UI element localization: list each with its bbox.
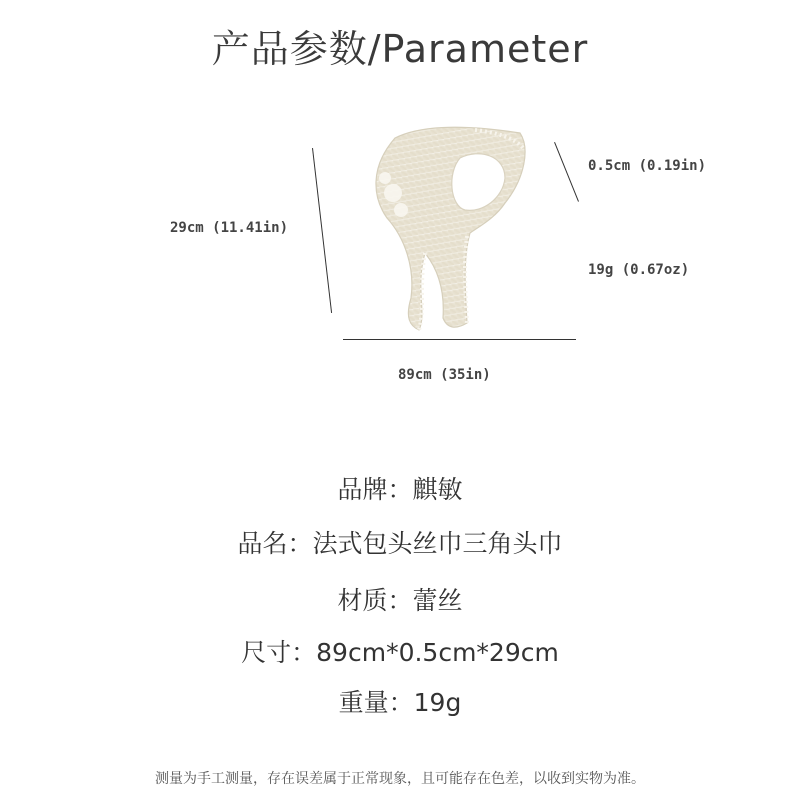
width-dimension-line (343, 339, 576, 340)
spec-material: 材质：蕾丝 (337, 586, 463, 615)
lace-triangle-headscarf-image (355, 118, 545, 338)
spec-product-name: 品名：法式包头丝巾三角头巾 (237, 529, 563, 558)
spec-brand: 品牌：麒敏 (337, 475, 463, 504)
spec-weight: 重量：19g (338, 688, 462, 717)
height-dimension-line (312, 148, 332, 313)
thickness-dimension-label: 0.5cm (0.19in) (588, 158, 707, 174)
weight-dimension-label: 19g (0.67oz) (588, 262, 690, 278)
thickness-dimension-line (554, 142, 579, 202)
headscarf-illustration (355, 118, 545, 338)
width-dimension-label: 89cm (35in) (398, 367, 491, 383)
measurement-disclaimer: 测量为手工测量，存在误差属于正常现象，且可能存在色差，以收到实物为准。 (155, 771, 645, 787)
page-title: 产品参数/Parameter (211, 27, 589, 71)
height-dimension-label: 29cm (11.41in) (170, 220, 289, 236)
spec-size: 尺寸：89cm*0.5cm*29cm (241, 638, 559, 667)
